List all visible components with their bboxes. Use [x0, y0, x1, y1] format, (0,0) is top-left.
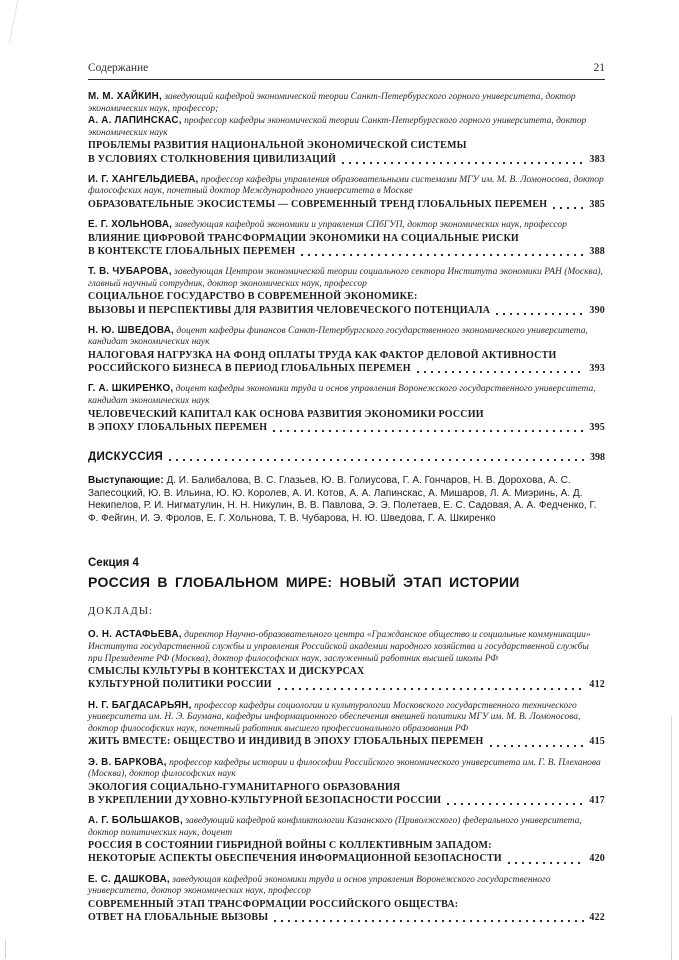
speaker-line	[88, 700, 605, 736]
toc-entry	[88, 874, 605, 925]
reports-label: ДОКЛАДЫ:	[88, 606, 154, 618]
dot-leader	[496, 313, 585, 315]
discussion-entry	[88, 451, 605, 463]
speaker-name: Г. А. ШКИРЕНКО,	[88, 383, 174, 395]
speaker-affiliation: директор Научно-образовательного центра «Гражданское общество и социальные коммуникации» Института государственной службы и управления Российской академии народного хозяйства и государственной службы при Президенте РФ (Москва), доктор философских наук, заслуженный работник высшей школы РФ	[88, 630, 591, 664]
speakers-list-names: Д. И. Балибалова, В. С. Глазьев, Ю. В. Голиусова, Г. А. Гончаров, Н. В. Дорохова, А. С. Запесоцкий, Ю. В. Ильина, Ю. Ю. Королев, А. И. Котов, А. А. Лапинскас, А. Мишаров, Л. А. Миэринь, А. Д. Некипелов, Р. И. Нигматулин, Н. Н. Никулин, В. В. Павлова, Э. Э. Полетаев, Е. С. Садовая, А. А. Федченко, Г. Ф. Фейгин, И. Э. Фролов, Е. Г. Хольнова, Т. В. Чубарова, Н. Ю. Шведова, Г. А. Шкиренко	[88, 474, 597, 524]
entry-title-text: РОССИЙСКОГО БИЗНЕСА В ПЕРИОД ГЛОБАЛЬНЫХ ПЕРЕМЕН	[88, 363, 411, 375]
entry-title-text: СОЦИАЛЬНОЕ ГОСУДАРСТВО В СОВРЕМЕННОЙ ЭКОНОМИКЕ:	[88, 291, 418, 303]
entry-page-number: 422	[589, 912, 605, 924]
toc-entry	[88, 815, 605, 866]
running-header	[88, 62, 605, 80]
dot-leader	[169, 459, 586, 461]
entry-title-line	[88, 899, 605, 911]
scan-artifact-bottom-left	[5, 940, 6, 958]
entry-title-line	[88, 422, 605, 434]
speaker-name: Т. В. ЧУБАРОВА,	[88, 266, 172, 278]
entry-title-line	[88, 736, 605, 748]
entry-title-line	[88, 140, 605, 152]
entry-title-text: НАЛОГОВАЯ НАГРУЗКА НА ФОНД ОПЛАТЫ ТРУДА КАК ФАКТОР ДЕЛОВОЙ АКТИВНОСТИ	[88, 349, 557, 361]
discussion-label: ДИСКУССИЯ	[88, 450, 164, 463]
speaker-affiliation: профессор кафедры истории и философии Российского экономического университета им. Г. В. Плеханова (Москва), доктор философских наук	[88, 757, 601, 780]
speaker-line	[88, 629, 605, 665]
entry-page-number: 412	[589, 679, 605, 691]
speaker-line	[88, 174, 605, 198]
entry-title-line	[88, 782, 605, 794]
scan-artifact-top-left	[9, 0, 18, 43]
speaker-name: Н. Ю. ШВЕДОВА,	[88, 324, 175, 336]
entry-title-line	[88, 853, 605, 865]
toc-entry	[88, 174, 605, 211]
speaker-name: Э. В. БАРКОВА,	[88, 756, 167, 768]
speaker-line	[88, 757, 605, 781]
speaker-name: Е. С. ДАШКОВА,	[88, 873, 170, 885]
entry-page-number: 415	[589, 736, 605, 748]
speaker-affiliation: профессор кафедры управления образовательными системами МГУ им. М. В. Ломоносова, доктор философских наук, почетный доктор Международного университета в Москве	[88, 174, 604, 197]
page-content	[88, 62, 605, 932]
entry-title-line	[88, 666, 605, 678]
section-heading	[88, 556, 605, 591]
entry-title-text: В УКРЕПЛЕНИИ ДУХОВНО-КУЛЬТУРНОЙ БЕЗОПАСНОСТИ РОССИИ	[88, 794, 442, 806]
entry-title-text: ЖИТЬ ВМЕСТЕ: ОБЩЕСТВО И ИНДИВИД В ЭПОХУ ГЛОБАЛЬНЫХ ПЕРЕМЕН	[88, 736, 484, 748]
dot-leader	[490, 745, 586, 747]
entry-page-number: 417	[589, 794, 605, 806]
entry-page-number: 393	[589, 363, 605, 375]
speaker-affiliation: профессор кафедры экономической теории Санкт-Петербургского горного университета, доктор экономических наук	[88, 116, 587, 138]
page-number: 21	[593, 62, 605, 74]
entry-title-text: СОВРЕМЕННЫЙ ЭТАП ТРАНСФОРМАЦИИ РОССИЙСКОГО ОБЩЕСТВА:	[88, 898, 459, 910]
entry-title-line	[88, 912, 605, 924]
dot-leader	[274, 920, 585, 922]
entry-title-text: В УСЛОВИЯХ СТОЛКНОВЕНИЯ ЦИВИЛИЗАЦИЙ	[88, 153, 337, 165]
dot-leader	[342, 162, 585, 164]
entry-page-number: 388	[589, 245, 605, 257]
entry-title-text: ОТВЕТ НА ГЛОБАЛЬНЫЕ ВЫЗОВЫ	[88, 912, 269, 924]
speaker-name: Е. Г. ХОЛЬНОВА,	[88, 219, 173, 231]
scan-artifact-bottom-right	[671, 950, 672, 960]
scan-artifact-right-edge	[671, 716, 672, 952]
dot-leader	[273, 430, 585, 432]
speaker-affiliation: заведующий кафедрой конфликтологии Казанского (Приволжского) федерального университета, доктор политических наук, доцент	[88, 816, 582, 838]
speaker-name: Н. Г. БАГДАСАРЬЯН,	[88, 699, 192, 711]
speaker-affiliation: заведующая кафедрой экономики и управления СПбГУП, доктор экономических наук, профессор	[172, 220, 567, 231]
entry-page-number: 395	[589, 421, 605, 433]
entry-title-text: В КОНТЕКСТЕ ГЛОБАЛЬНЫХ ПЕРЕМЕН	[88, 245, 296, 257]
speaker-line	[88, 266, 605, 290]
entry-title-line	[88, 291, 605, 303]
entry-title-line	[88, 363, 605, 375]
entry-title-text: СМЫСЛЫ КУЛЬТУРЫ В КОНТЕКСТАХ И ДИСКУРСАХ	[88, 666, 365, 678]
entry-title-text: ЧЕЛОВЕЧЕСКИЙ КАПИТАЛ КАК ОСНОВА РАЗВИТИЯ ЭКОНОМИКИ РОССИИ	[88, 408, 484, 420]
entry-title-text: В ЭПОХУ ГЛОБАЛЬНЫХ ПЕРЕМЕН	[88, 421, 268, 433]
entry-title-text: ОБРАЗОВАТЕЛЬНЫЕ ЭКОСИСТЕМЫ — СОВРЕМЕННЫЙ ТРЕНД ГЛОБАЛЬНЫХ ПЕРЕМЕН	[88, 198, 548, 210]
speaker-name: А. Г. БОЛЬШАКОВ,	[88, 815, 183, 827]
dot-leader	[278, 688, 586, 690]
entry-page-number: 383	[589, 153, 605, 165]
toc-entry	[88, 266, 605, 317]
speaker-line	[88, 115, 605, 139]
dot-leader	[417, 371, 586, 373]
speaker-affiliation: заведующая кафедрой экономики труда и основ управления Воронежского государственного университета, доктор экономических наук, профессор	[88, 874, 551, 897]
speaker-name: О. Н. АСТАФЬЕВА,	[88, 629, 182, 641]
speaker-name: М. М. ХАЙКИН,	[88, 91, 162, 102]
entry-title-line	[88, 409, 605, 421]
entry-title-line	[88, 199, 605, 211]
speaker-name: А. А. ЛАПИНСКАС,	[88, 115, 182, 127]
toc-entries-section4	[88, 629, 605, 924]
entry-title-line	[88, 795, 605, 807]
entry-page-number: 420	[589, 853, 605, 865]
dot-leader	[301, 254, 585, 256]
running-header-title: Содержание	[88, 62, 149, 74]
speaker-line	[88, 874, 605, 898]
section-title: РОССИЯ В ГЛОБАЛЬНОМ МИРЕ: НОВЫЙ ЭТАП ИСТОРИИ	[88, 574, 520, 591]
entry-title-line	[88, 246, 605, 258]
dot-leader	[553, 207, 585, 209]
speaker-affiliation: заведующая Центром экономической теории социального сектора Института экономики РАН (Москва), главный научный сотрудник, доктор экономических наук, профессор	[88, 267, 603, 289]
toc-entry	[88, 325, 605, 376]
speaker-affiliation: заведующий кафедрой экономической теории Санкт-Петербургского горного университета, доктор экономических наук, профессор;	[88, 92, 576, 114]
toc-entry	[88, 700, 605, 749]
speakers-list-label: Выступающие:	[88, 474, 164, 486]
toc-entry	[88, 629, 605, 691]
entry-title-text: ВЫЗОВЫ И ПЕРСПЕКТИВЫ ДЛЯ РАЗВИТИЯ ЧЕЛОВЕЧЕСКОГО ПОТЕНЦИАЛА	[88, 304, 491, 316]
entry-page-number: 385	[589, 198, 605, 210]
entry-title-line	[88, 350, 605, 362]
entry-title-text: РОССИЯ В СОСТОЯНИИ ГИБРИДНОЙ ВОЙНЫ С КОЛЛЕКТИВНЫМ ЗАПАДОМ:	[88, 840, 492, 852]
speaker-line	[88, 219, 605, 232]
entry-title-text: КУЛЬТУРНОЙ ПОЛИТИКИ РОССИИ	[88, 679, 272, 691]
toc-entries-section3	[88, 91, 605, 434]
entry-title-line	[88, 233, 605, 245]
speaker-name: И. Г. ХАНГЕЛЬДИЕВА,	[88, 173, 199, 185]
toc-entry	[88, 383, 605, 434]
entry-title-line	[88, 840, 605, 852]
entry-title-text: НЕКОТОРЫЕ АСПЕКТЫ ОБЕСПЕЧЕНИЯ ИНФОРМАЦИОННОЙ БЕЗОПАСНОСТИ	[88, 853, 502, 865]
speaker-affiliation: доцент кафедры финансов Санкт-Петербургского государственного экономического университета, кандидат экономических наук	[88, 325, 588, 348]
speaker-affiliation: доцент кафедры экономики труда и основ управления Воронежского государственного университета, кандидат экономических наук	[88, 384, 596, 406]
entry-title-line	[88, 305, 605, 317]
toc-entry	[88, 757, 605, 808]
discussion-page-number: 398	[590, 451, 605, 463]
dot-leader	[447, 803, 585, 805]
toc-entry	[88, 91, 605, 166]
discussion-speakers	[88, 475, 605, 525]
dot-leader	[508, 862, 586, 864]
speaker-line	[88, 91, 605, 115]
entry-title-text: ВЛИЯНИЕ ЦИФРОВОЙ ТРАНСФОРМАЦИИ ЭКОНОМИКИ НА СОЦИАЛЬНЫЕ РИСКИ	[88, 232, 519, 244]
section-kicker: Секция 4	[88, 557, 139, 570]
speaker-line	[88, 815, 605, 839]
entry-title-line	[88, 154, 605, 166]
speaker-affiliation: профессор кафедры социологии и культурологии Московского государственного технического университета им. Н. Э. Баумана, кафедры информационного обеспечения внешней политики МГУ им. М. В. Ломоносова, доктор философских наук, почетный работник высшего профессионального образования РФ	[88, 700, 581, 734]
speaker-line	[88, 383, 605, 407]
entry-title-line	[88, 679, 605, 691]
speaker-line	[88, 325, 605, 349]
toc-entry	[88, 219, 605, 258]
entry-title-text: ЭКОЛОГИЯ СОЦИАЛЬНО-ГУМАНИТАРНОГО ОБРАЗОВАНИЯ	[88, 781, 401, 793]
entry-page-number: 390	[589, 304, 605, 316]
entry-title-text: ПРОБЛЕМЫ РАЗВИТИЯ НАЦИОНАЛЬНОЙ ЭКОНОМИЧЕСКОЙ СИСТЕМЫ	[88, 140, 467, 152]
